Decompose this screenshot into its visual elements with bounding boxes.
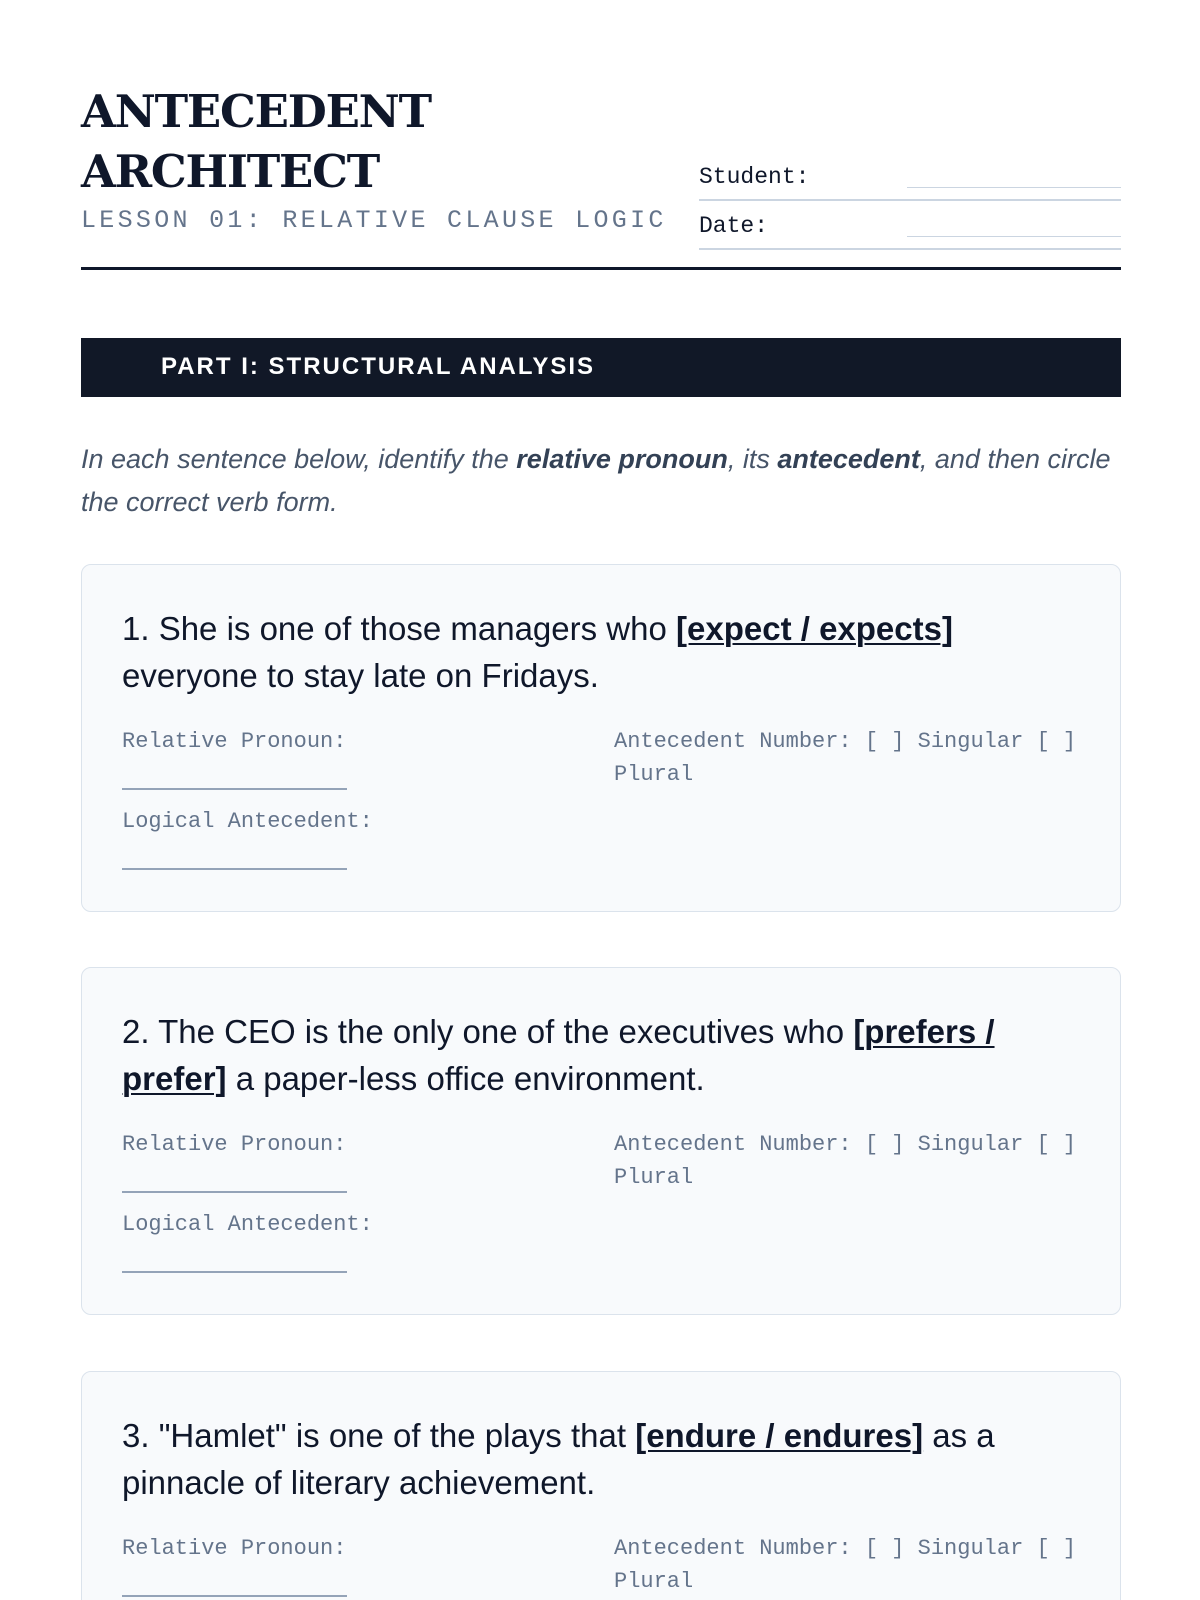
question-card-1 <box>81 564 1121 912</box>
logical-antecedent-answer-line-2[interactable] <box>122 1271 347 1273</box>
question-2-after: a paper-less office environment. <box>226 1060 705 1097</box>
instructions-keyword-relative-pronoun: relative pronoun <box>516 444 728 474</box>
worksheet-title: ANTECEDENT ARCHITECT <box>81 85 431 198</box>
relative-pronoun-field-2[interactable] <box>122 1128 352 1193</box>
logical-antecedent-field-2[interactable] <box>122 1208 392 1273</box>
instructions-keyword-antecedent: antecedent <box>777 444 920 474</box>
worksheet-header <box>81 82 1121 272</box>
student-label: Student: <box>699 164 810 190</box>
relative-pronoun-label-2: Relative Pronoun: <box>122 1132 347 1157</box>
relative-pronoun-answer-line-3[interactable] <box>122 1595 347 1597</box>
question-3-after: as a pinnacle of literary achievement. <box>122 1417 995 1501</box>
instructions-text-part-2: , its <box>727 444 778 474</box>
question-3-before: 3. "Hamlet" is one of the plays that <box>122 1417 636 1454</box>
verb-choice-3[interactable]: [endure / endures] <box>635 1417 924 1454</box>
antecedent-number-field-1[interactable]: Antecedent Number: [ ] Singular [ ] Plural <box>614 729 1077 787</box>
verb-choice-1[interactable]: [expect / expects] <box>676 610 953 647</box>
logical-antecedent-label-2: Logical Antecedent: <box>122 1212 373 1237</box>
antecedent-number-field-3[interactable]: Antecedent Number: [ ] Singular [ ] Plural <box>614 1536 1077 1594</box>
instructions-text <box>81 438 1121 524</box>
question-1-after: everyone to stay late on Fridays. <box>122 657 599 694</box>
lesson-subtitle: LESSON 01: RELATIVE CLAUSE LOGIC <box>81 206 667 235</box>
question-sentence-2 <box>122 1008 1082 1102</box>
logical-antecedent-field-1[interactable] <box>122 805 392 870</box>
question-1-before: 1. She is one of those managers who <box>122 610 677 647</box>
instructions-text-part-3: , and then circle the correct verb form. <box>81 444 1111 517</box>
relative-pronoun-answer-line-2[interactable] <box>122 1191 347 1193</box>
logical-antecedent-label-1: Logical Antecedent: <box>122 809 373 834</box>
question-card-3 <box>81 1371 1121 1600</box>
question-card-2 <box>81 967 1121 1315</box>
question-sentence-3 <box>122 1412 1082 1506</box>
instructions-text-part-1: In each sentence below, identify the <box>81 444 517 474</box>
section-banner <box>81 338 1121 397</box>
relative-pronoun-answer-line-1[interactable] <box>122 788 347 790</box>
relative-pronoun-field-1[interactable] <box>122 725 352 790</box>
verb-choice-2[interactable]: [prefers / prefer] <box>122 1013 995 1097</box>
header-divider <box>81 267 1121 270</box>
antecedent-number-field-2[interactable]: Antecedent Number: [ ] Singular [ ] Plural <box>614 1132 1077 1190</box>
relative-pronoun-label-3: Relative Pronoun: <box>122 1536 347 1561</box>
question-sentence-1 <box>122 605 1082 699</box>
date-field-row[interactable] <box>699 203 1121 250</box>
relative-pronoun-field-3[interactable] <box>122 1532 352 1597</box>
logical-antecedent-answer-line-1[interactable] <box>122 868 347 870</box>
section-title: PART I: STRUCTURAL ANALYSIS <box>161 353 596 380</box>
date-label: Date: <box>699 213 769 239</box>
date-answer-line[interactable] <box>907 236 1121 237</box>
student-field-row[interactable] <box>699 154 1121 201</box>
relative-pronoun-label-1: Relative Pronoun: <box>122 729 347 754</box>
student-meta <box>699 154 1121 250</box>
question-2-before: 2. The CEO is the only one of the executives who <box>122 1013 854 1050</box>
student-answer-line[interactable] <box>907 187 1121 188</box>
